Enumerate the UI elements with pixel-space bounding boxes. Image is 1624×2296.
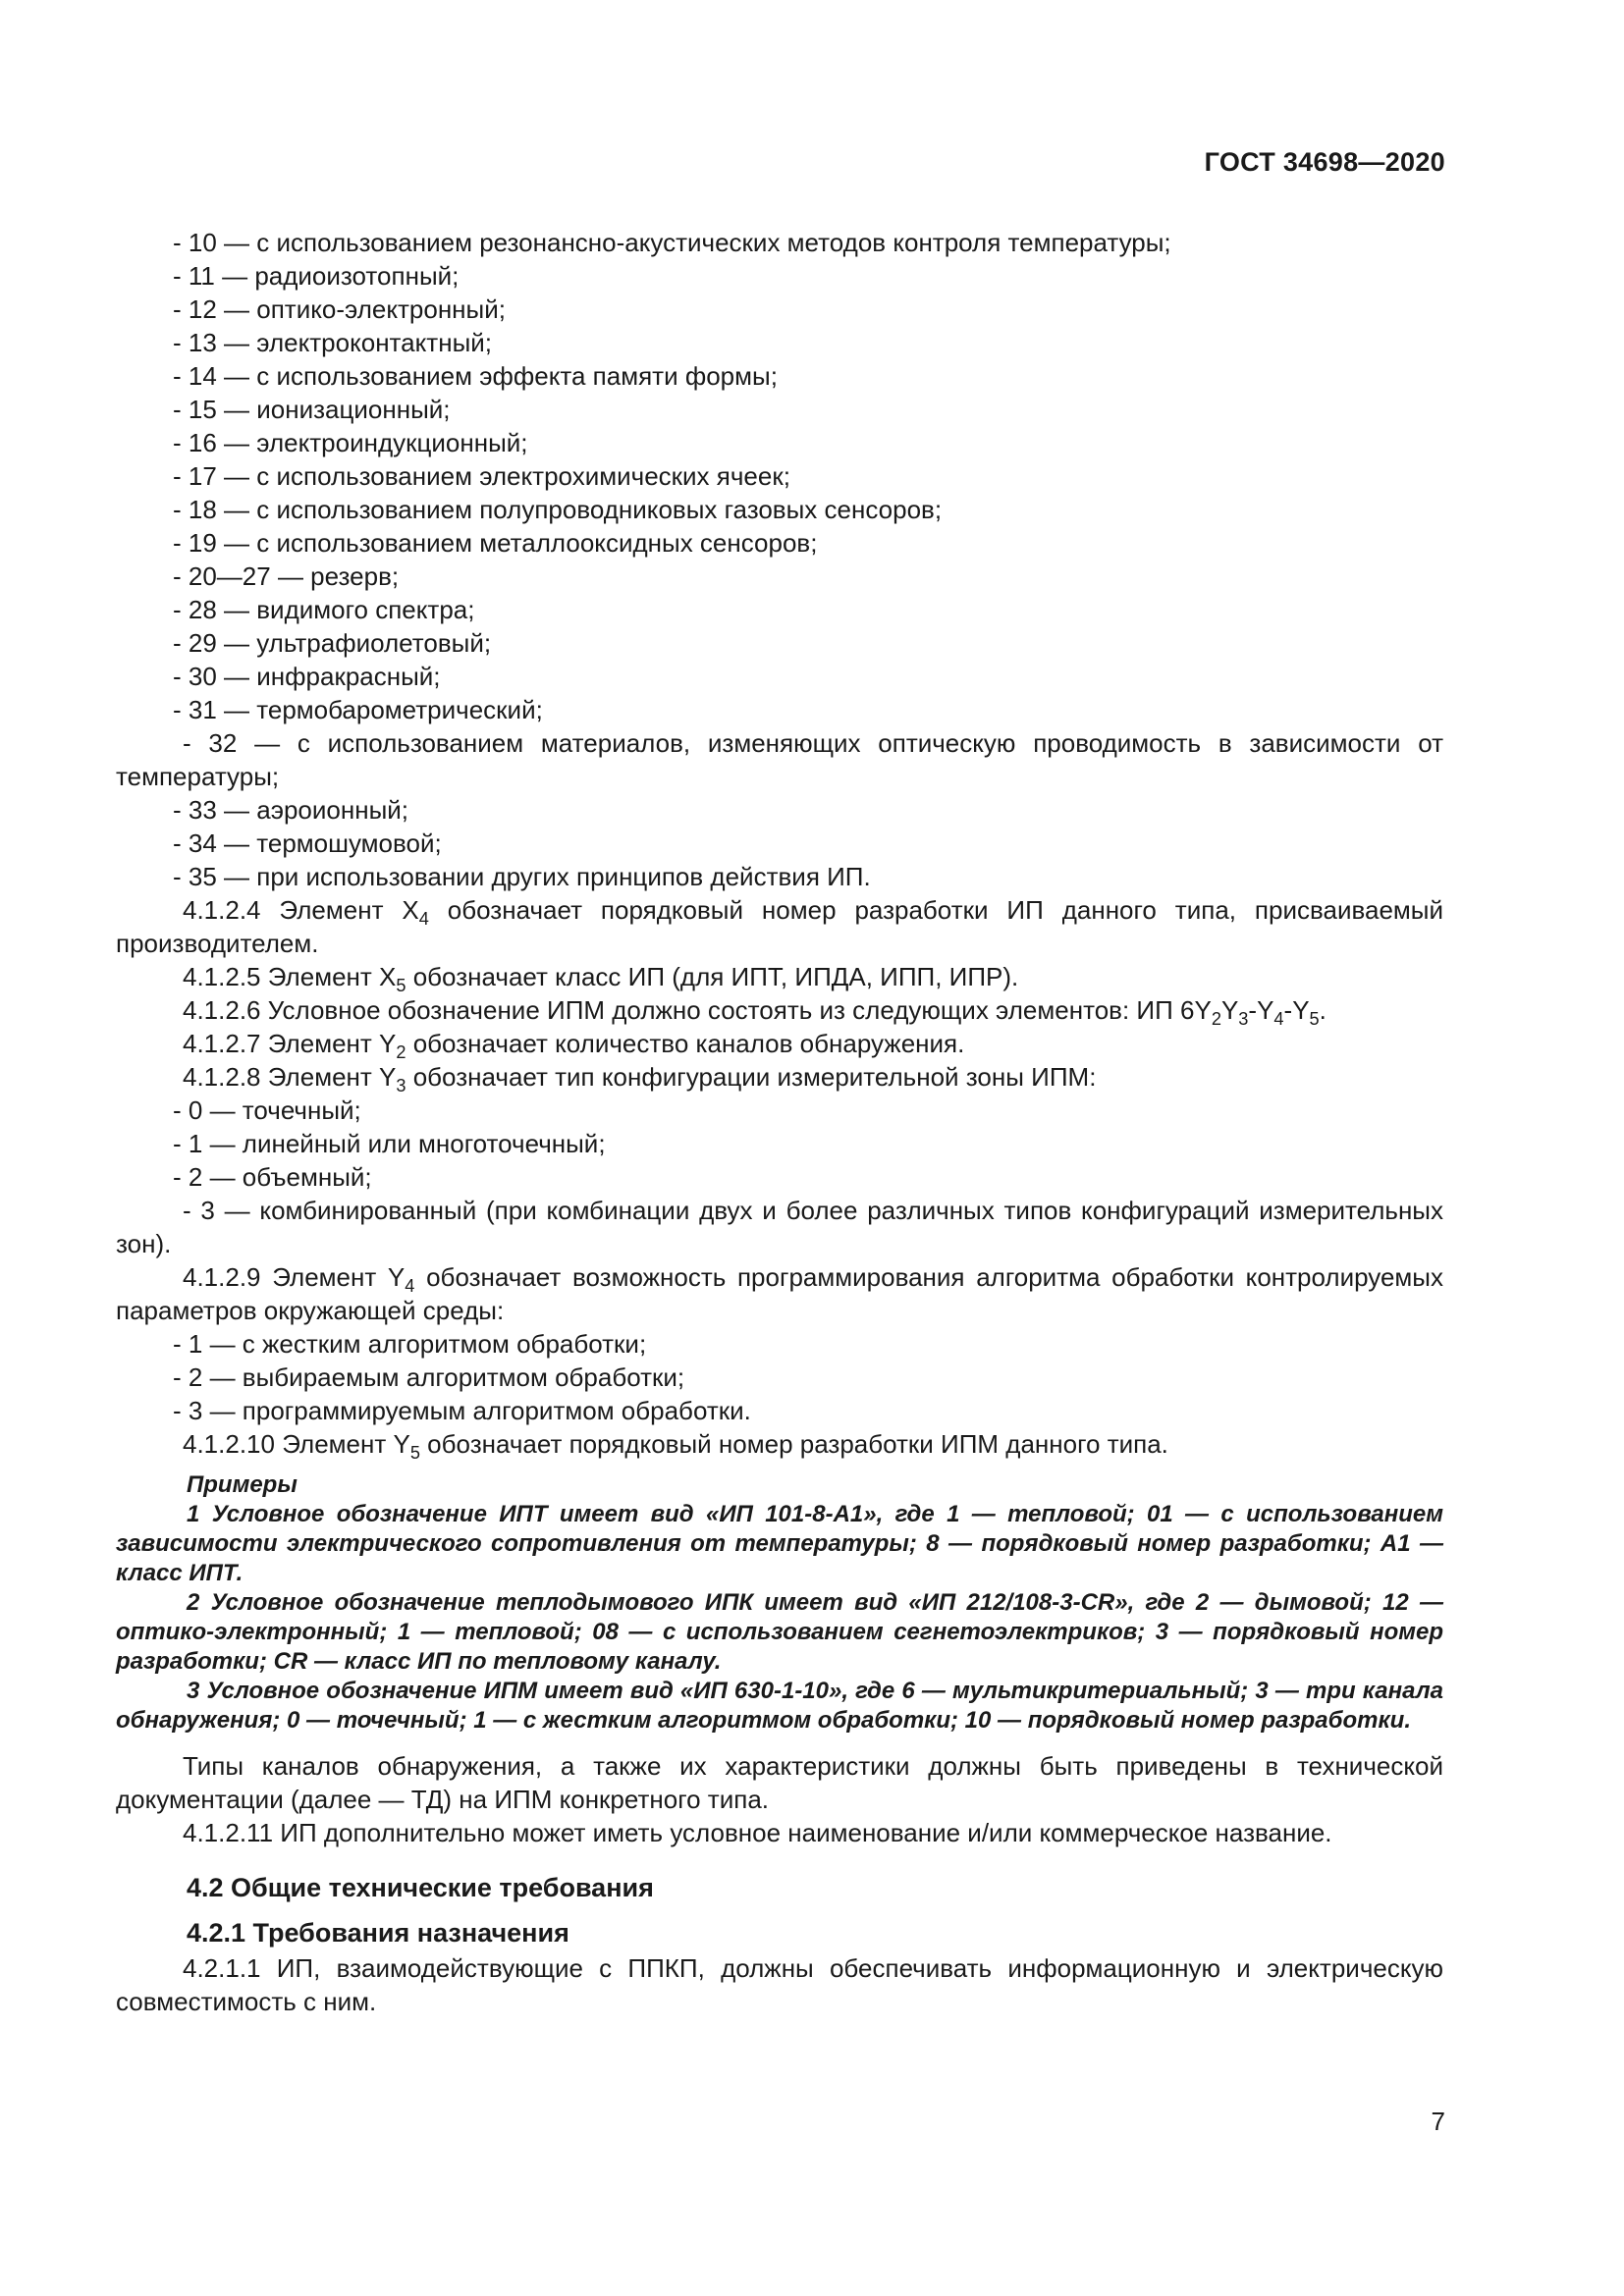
section-heading: 4.2 Общие технические требования [187,1873,654,1902]
zone-config-list [116,1094,1443,1260]
list-item: - 33 — аэроионный; [173,795,409,825]
list-item: - 14 — с использованием эффекта памяти формы; [173,361,778,391]
list-item: - 28 — видимого спектра; [173,595,475,624]
principle-list [116,226,1443,893]
list-item: - 3 — программируемым алгоритмом обработки. [173,1396,751,1425]
channels-paragraph: Типы каналов обнаружения, а также их характеристики должны быть приведены в технической документации (далее — ТД) на ИПМ конкретного типа. [116,1751,1443,1814]
list-item: - 18 — с использованием полупроводниковых газовых сенсоров; [173,495,943,524]
example-item: 3 Условное обозначение ИПМ имеет вид «ИП 630-1-10», где 6 — мультикритериальный; 3 — три канала обнаружения; 0 — точечный; 1 — с жестким алгоритмом обработки; 10 — порядковый номер разработки. [116,1678,1443,1734]
example-item: 2 Условное обозначение теплодымового ИПК имеет вид «ИП 212/108-3-CR», где 2 — дымовой; 12 — оптико-электронный; 1 — тепловой; 08 — с использованием сегнетоэлектриков; 3 — порядковый номер разработки; CR — класс ИП по тепловому каналу. [116,1589,1443,1675]
list-item: - 15 — ионизационный; [173,395,451,424]
clause-4-2-1-1: 4.2.1.1 ИП, взаимодействующие с ППКП, должны обеспечивать информационную и электрическую совместимость с ним. [116,1953,1443,2016]
list-item: - 2 — выбираемым алгоритмом обработки; [173,1362,685,1392]
clause-4-1-2-10: 4.1.2.10 Элемент $Y_5$ обозначает порядковый номер разработки ИПМ данного типа. [183,1429,1168,1463]
list-item: - 30 — инфракрасный; [173,662,441,691]
list-item: - 1 — линейный или многоточечный; [173,1129,606,1158]
document-code: ГОСТ 34698—2020 [1204,147,1445,177]
list-item: - 2 — объемный; [173,1162,372,1192]
clause-4-1-2-7: 4.1.2.7 Элемент $Y_2$ обозначает количество каналов обнаружения. [183,1029,965,1062]
page-content [116,226,1443,2018]
clause-4-1-2-6: 4.1.2.6 Условное обозначение ИПМ должно состоять из следующих элементов: ИП $6Y_2Y_3-Y_4-Y_5$. [183,995,1326,1029]
list-item: - 19 — с использованием металлооксидных сенсоров; [173,528,818,558]
clause-4-1-2-5: 4.1.2.5 Элемент $X_5$ обозначает класс ИП (для ИПТ, ИПДА, ИПП, ИПР). [183,962,1019,995]
list-item: - 31 — термобарометрический; [173,695,543,724]
list-item: - 17 — с использованием электрохимических ячеек; [173,461,790,491]
clause-4-1-2-9: 4.1.2.9 Элемент $Y_4$ обозначает возможность программирования алгоритма обработки контролируемых параметров окружающей среды: [116,1262,1443,1325]
list-item: - 10 — с использованием резонансно-акустических методов контроля температуры; [173,228,1171,257]
list-item: - 35 — при использовании других принципов действия ИП. [173,862,871,891]
list-item: - 1 — с жестким алгоритмом обработки; [173,1329,647,1359]
clause-4-1-2-4: 4.1.2.4 Элемент $X_4$ обозначает порядковый номер разработки ИП данного типа, присваиваемый производителем. [116,895,1444,958]
list-item: - 32 — с использованием материалов, изменяющих оптическую проводимость в зависимости от температуры; [116,728,1443,791]
list-item: - 11 — радиоизотопный; [173,261,460,291]
algorithm-list [116,1327,1443,1427]
list-item: - 20—27 — резерв; [173,561,400,591]
list-item: - 34 — термошумовой; [173,828,442,858]
subsection-heading: 4.2.1 Требования назначения [187,1918,569,1948]
list-item: - 0 — точечный; [173,1095,361,1125]
example-item: 1 Условное обозначение ИПТ имеет вид «ИП 101-8-А1», где 1 — тепловой; 01 — с использованием зависимости электрического сопротивления от температуры; 8 — порядковый номер разработки; А1 — класс ИПТ. [116,1501,1443,1586]
clause-4-1-2-8: 4.1.2.8 Элемент $Y_3$ обозначает тип конфигурации измерительной зоны ИПМ: [183,1062,1097,1095]
list-item: - 16 — электроиндукционный; [173,428,528,457]
list-item: - 29 — ультрафиолетовый; [173,628,492,658]
examples-title: Примеры [187,1471,298,1498]
clause-4-1-2-11: 4.1.2.11 ИП дополнительно может иметь условное наименование и/или коммерческое название. [183,1818,1332,1847]
list-item: - 3 — комбинированный (при комбинации двух и более различных типов конфигураций измерительных зон). [116,1196,1443,1258]
list-item: - 12 — оптико-электронный; [173,294,506,324]
page-number: 7 [1431,2107,1445,2136]
list-item: - 13 — электроконтактный; [173,328,492,357]
